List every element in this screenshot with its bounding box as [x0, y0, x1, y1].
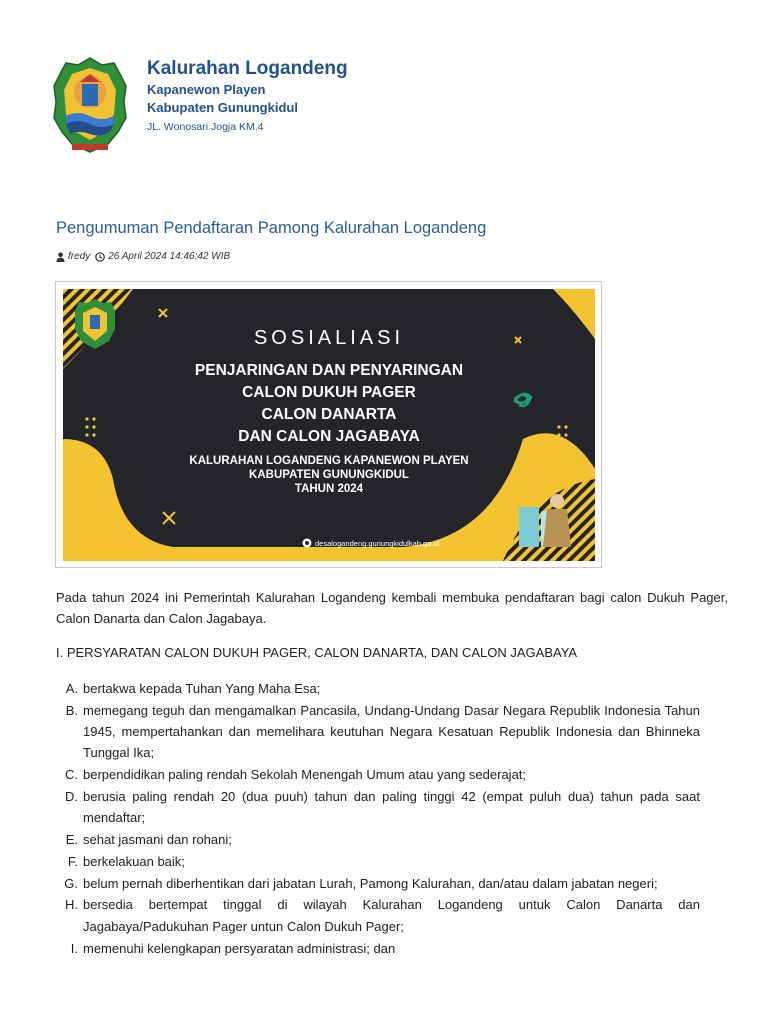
kapanewon-name: Kapanewon Playen: [147, 82, 266, 97]
list-marker: A.: [65, 681, 78, 696]
requirements-list: [56, 678, 700, 959]
list-item-text: bersedia bertempat tinggal di wilayah Kalurahan Logandeng untuk Calon Danarta dan Jagabaya/Padukuhan Pager untun Calon Dukuh Pager;: [83, 897, 700, 934]
list-item-text: bertakwa kepada Tuhan Yang Maha Esa;: [83, 681, 321, 696]
banner-line-2: CALON DUKUH PAGER: [242, 384, 416, 401]
list-item-text: berusia paling rendah 20 (dua puuh) tahun dan paling tinggi 42 (empat puluh dua) tahun pada saat mendaftar;: [83, 788, 700, 826]
list-item: [56, 873, 700, 894]
list-item: [56, 829, 700, 850]
list-item: [56, 700, 700, 764]
article-datetime: 26 April 2024 14:46:42 WIB: [108, 251, 231, 262]
article-author[interactable]: fredy: [68, 251, 91, 262]
banner-subline-2: KABUPATEN GUNUNGKIDUL: [249, 469, 409, 481]
banner-line-3: CALON DANARTA: [261, 406, 397, 423]
list-item: [56, 851, 700, 872]
list-marker: H.: [65, 897, 78, 913]
list-marker: F.: [67, 853, 78, 869]
article-title[interactable]: Pengumuman Pendaftaran Pamong Kalurahan Logandeng: [56, 219, 487, 237]
list-marker: D.: [65, 788, 78, 804]
kabupaten-name: Kabupaten Gunungkidul: [147, 100, 298, 115]
banner-heading: SOSIALIASI: [253, 327, 405, 349]
site-name[interactable]: Kalurahan Logandeng: [147, 58, 348, 79]
banner-website: desalogandeng.gunungkidulkab.go.id: [315, 539, 440, 548]
list-item-text: berpendidikan paling rendah Sekolah Menengah Umum atau yang sederajat;: [83, 767, 527, 783]
banner-image[interactable]: [55, 281, 602, 568]
list-item-text: berkelakuan baik;: [83, 853, 185, 869]
user-icon: [56, 252, 65, 262]
list-item: [56, 894, 700, 937]
list-item: [56, 786, 700, 829]
list-item-text: belum pernah diberhentikan dari jabatan Lurah, Pamong Kalurahan, dan/atau dalam jabatan negeri;: [83, 875, 658, 891]
list-marker: I.: [70, 940, 78, 956]
list-marker: C.: [65, 767, 78, 783]
clock-icon: [95, 252, 105, 262]
list-item-text: memenuhi kelengkapan persyaratan administrasi; dan: [83, 940, 396, 956]
list-item: [56, 938, 700, 959]
list-item-text: memegang teguh dan mengamalkan Pancasila, Undang-Undang Dasar Negara Republik Indonesia Tahun 1945, mempertahankan dan memelihara keutuhan Negara Kesatuan Republik Indonesia dan Bhinneka Tunggal Ika;: [83, 702, 700, 761]
list-marker: E.: [65, 832, 78, 848]
list-item-text: sehat jasmani dan rohani;: [83, 832, 232, 848]
list-item: [56, 764, 700, 785]
kalurahan-logo-icon[interactable]: [52, 56, 128, 154]
banner-graphic: [63, 289, 595, 561]
address: JL. Wonosari Jogja KM.4: [147, 121, 264, 133]
list-item: [56, 678, 700, 699]
list-marker: B.: [65, 702, 78, 718]
banner-line-4: DAN CALON JAGABAYA: [238, 428, 420, 445]
intro-paragraph: Pada tahun 2024 ini Pemerintah Kalurahan Logandeng kembali membuka pendaftaran bagi calon Dukuh Pager, Calon Danarta dan Calon Jagabaya.: [56, 590, 728, 626]
banner-line-1: PENJARINGAN DAN PENYARINGAN: [194, 362, 464, 379]
banner-subline-1: KALURAHAN LOGANDENG KAPANEWON PLAYEN: [189, 455, 469, 467]
section-heading: I. PERSYARATAN CALON DUKUH PAGER, CALON DANARTA, DAN CALON JAGABAYA: [56, 645, 578, 660]
article-meta: [56, 251, 230, 262]
list-marker: G.: [64, 875, 78, 891]
banner-subline-3: TAHUN 2024: [294, 483, 364, 495]
site-header: [52, 56, 652, 156]
